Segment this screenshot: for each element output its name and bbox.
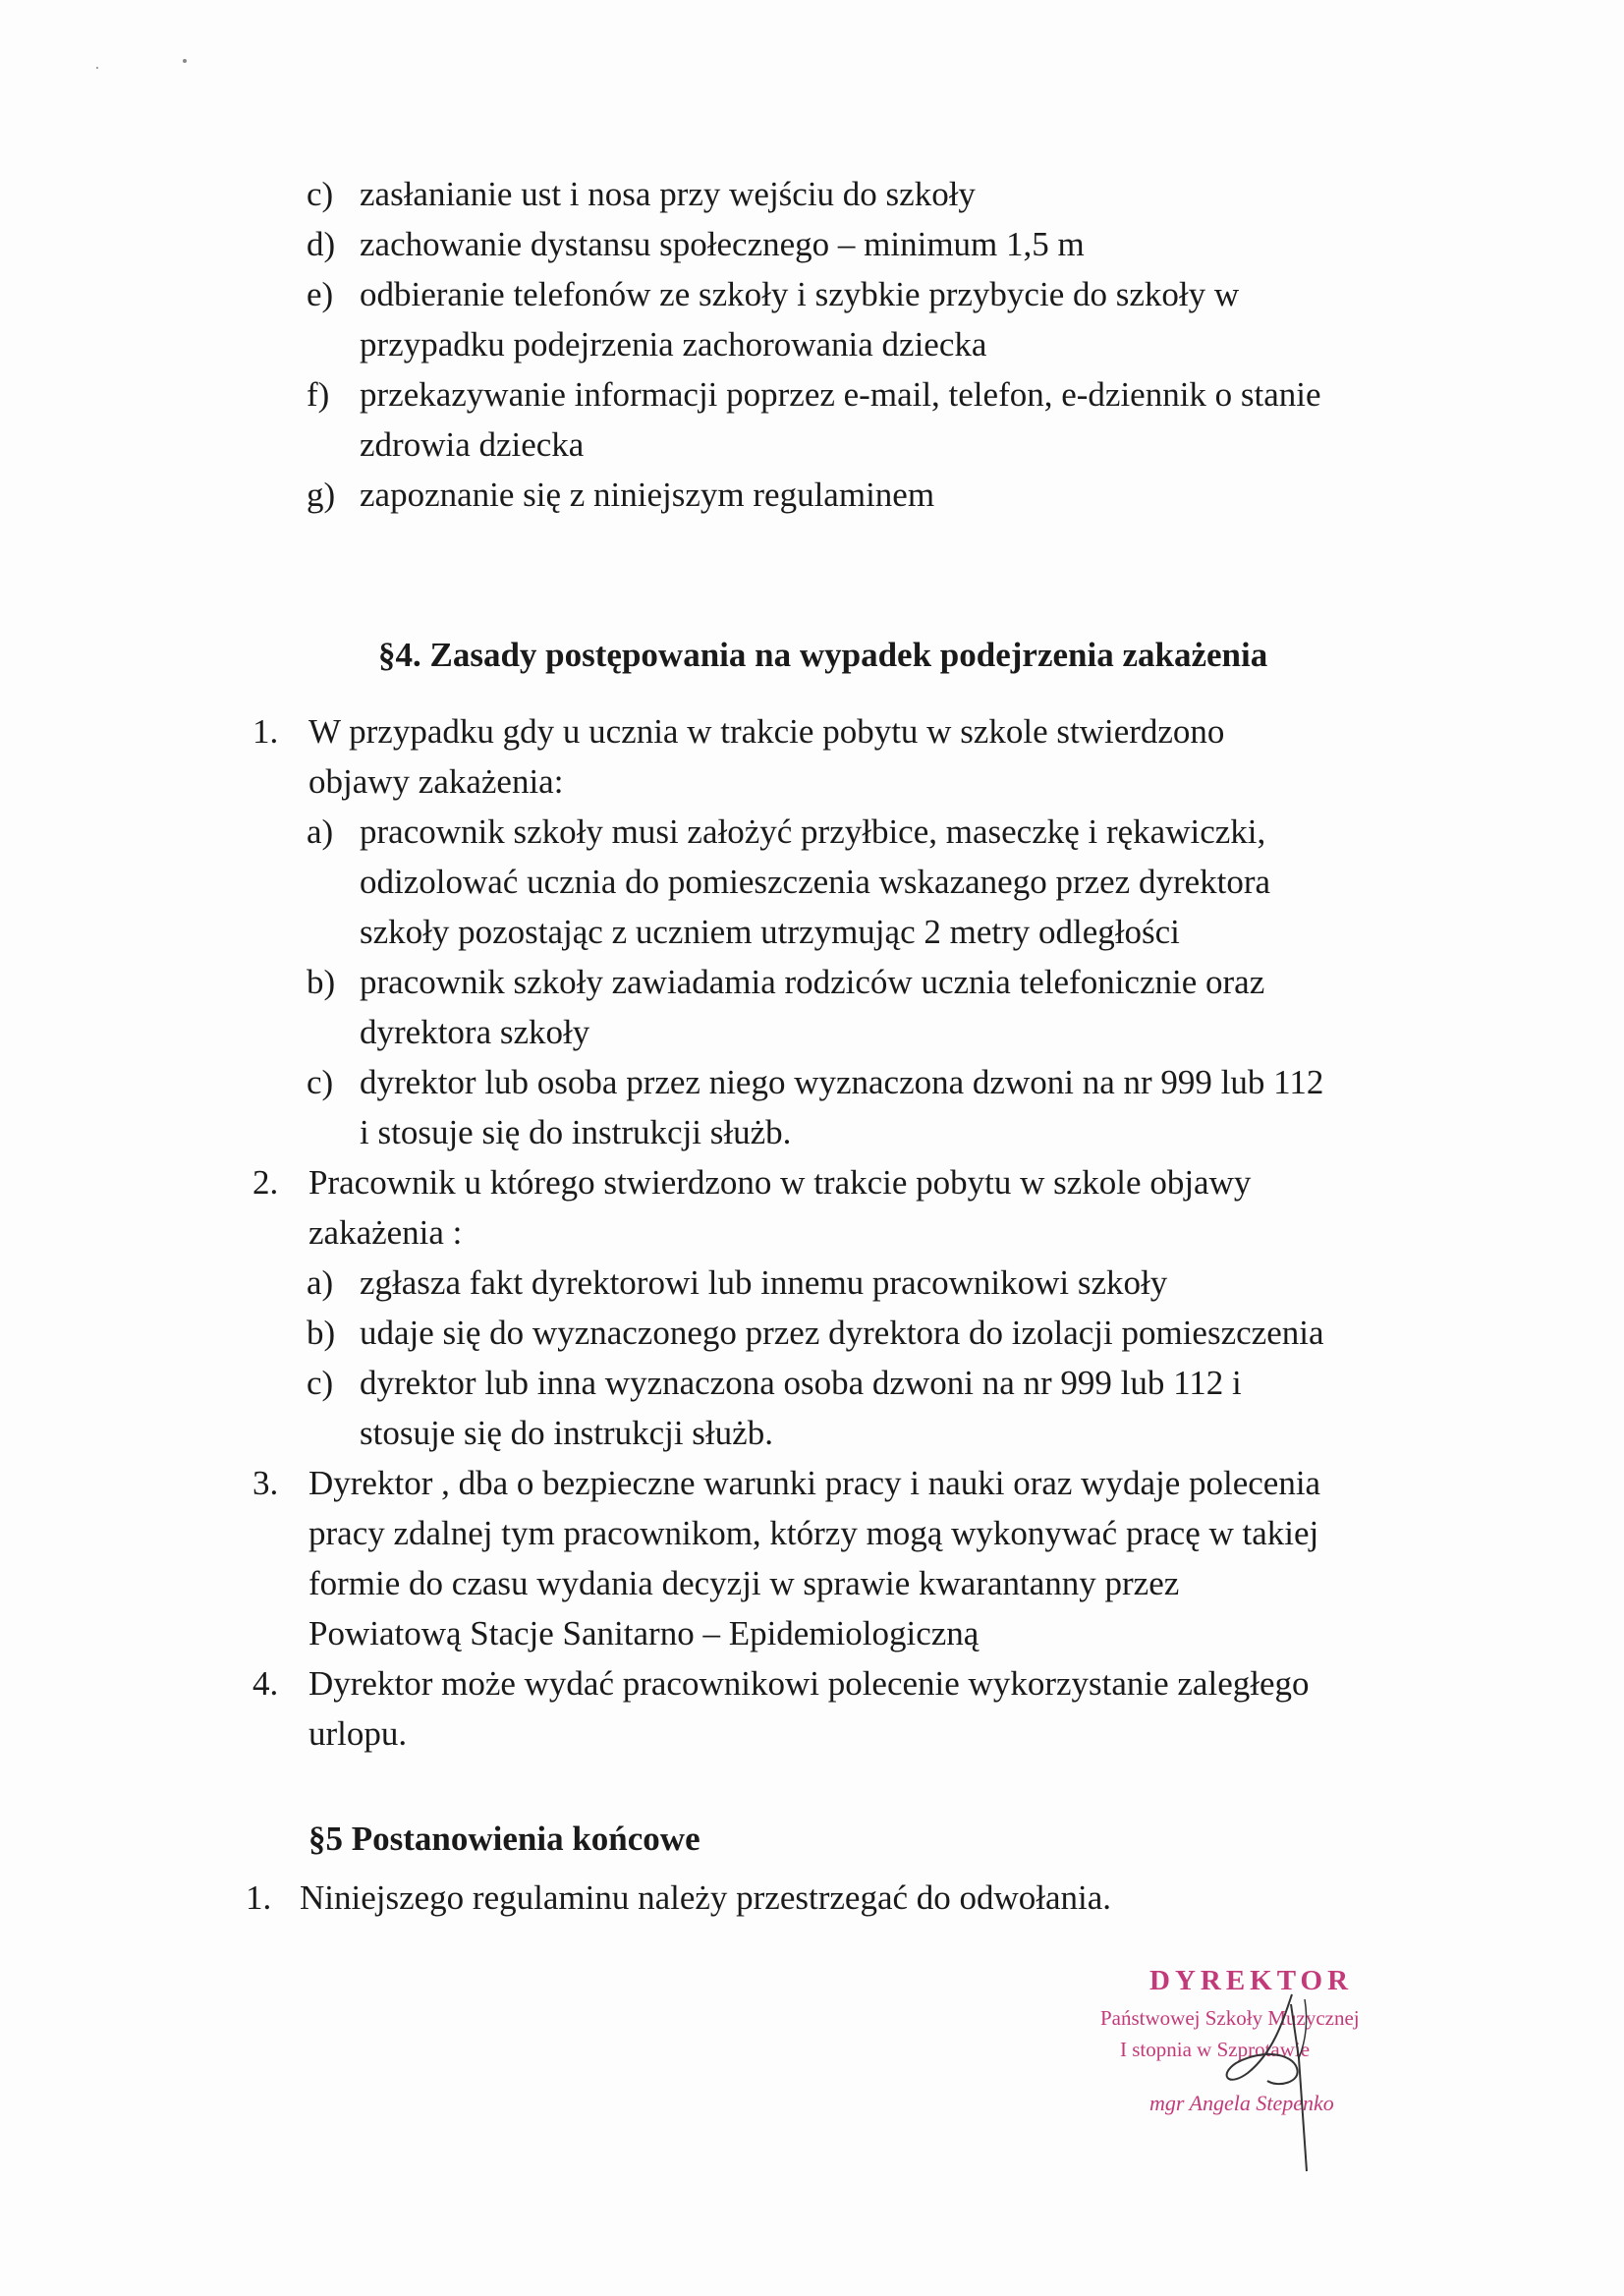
list-marker: g) — [307, 476, 336, 514]
scan-speck — [183, 59, 187, 63]
list-item-text: urlopu. — [308, 1714, 408, 1753]
list-item-text: Dyrektor może wydać pracownikowi polecenie wykorzystanie zaległego — [308, 1664, 1310, 1703]
list-item-text: przypadku podejrzenia zachorowania dziecka — [360, 325, 987, 364]
list-item-text: formie do czasu wydania decyzji w sprawie kwarantanny przez — [308, 1564, 1180, 1602]
list-marker: c) — [307, 175, 334, 213]
list-item-text: Dyrektor , dba o bezpieczne warunki pracy i nauki oraz wydaje polecenia — [308, 1464, 1321, 1502]
list-item-text: pracy zdalnej tym pracownikom, którzy mogą wykonywać pracę w takiej — [308, 1514, 1319, 1552]
list-item-text: dyrektor lub osoba przez niego wyznaczona dzwoni na nr 999 lub 112 — [360, 1063, 1324, 1101]
list-item-text: objawy zakażenia: — [308, 762, 564, 801]
list-item-text: udaje się do wyznaczonego przez dyrektora do izolacji pomieszczenia — [360, 1314, 1324, 1352]
list-item-text: odizolować ucznia do pomieszczenia wskazanego przez dyrektora — [360, 863, 1271, 901]
list-marker: 3. — [252, 1464, 279, 1502]
list-marker: c) — [307, 1364, 334, 1402]
list-marker: 4. — [252, 1664, 279, 1703]
list-item-text: Pracownik u którego stwierdzono w trakcie pobytu w szkole objawy — [308, 1163, 1252, 1202]
stamp-line: I stopnia w Szprotawie — [1120, 2038, 1311, 2061]
list-item-text: pracownik szkoły zawiadamia rodziców ucznia telefonicznie oraz — [360, 963, 1265, 1001]
list-marker: 1. — [246, 1878, 272, 1917]
list-item-text: Niniejszego regulaminu należy przestrzegać do odwołania. — [300, 1878, 1112, 1917]
stamp-line: Państwowej Szkoły Muzycznej — [1100, 2006, 1360, 2030]
list-item-text: dyrektora szkoły — [360, 1013, 590, 1051]
signature-icon — [1081, 1965, 1454, 2181]
list-item-text: zasłanianie ust i nosa przy wejściu do szkoły — [360, 175, 976, 213]
list-item-text: szkoły pozostając z uczniem utrzymując 2 metry odległości — [360, 913, 1180, 951]
section-heading: §5 Postanowienia końcowe — [308, 1820, 700, 1858]
list-item-text: W przypadku gdy u ucznia w trakcie pobytu w szkole stwierdzono — [308, 712, 1225, 751]
section-heading: §4. Zasady postępowania na wypadek podejrzenia zakażenia — [378, 636, 1268, 674]
list-item-text: przekazywanie informacji poprzez e-mail, telefon, e-dziennik o stanie — [360, 375, 1321, 414]
list-item-text: zakażenia : — [308, 1213, 463, 1252]
list-marker: e) — [307, 275, 334, 313]
list-marker: d) — [307, 225, 336, 263]
list-item-text: pracownik szkoły musi założyć przyłbice, maseczkę i rękawiczki, — [360, 812, 1266, 851]
scan-speck — [96, 67, 98, 69]
list-item-text: zdrowia dziecka — [360, 425, 585, 464]
stamp-title: DYREKTOR — [1149, 1965, 1354, 1996]
list-item-text: zgłasza fakt dyrektorowi lub innemu pracownikowi szkoły — [360, 1263, 1168, 1302]
official-stamp — [1081, 1965, 1454, 2181]
list-item-text: i stosuje się do instrukcji służb. — [360, 1113, 792, 1151]
stamp-name: mgr Angela Stepenko — [1149, 2091, 1334, 2115]
list-marker: 1. — [252, 712, 279, 751]
list-item-text: zachowanie dystansu społecznego – minimum 1,5 m — [360, 225, 1085, 263]
list-marker: 2. — [252, 1163, 279, 1202]
list-item-text: Powiatową Stacje Sanitarno – Epidemiologiczną — [308, 1614, 980, 1652]
list-item-text: stosuje się do instrukcji służb. — [360, 1414, 773, 1452]
list-item-text: zapoznanie się z niniejszym regulaminem — [360, 476, 935, 514]
list-marker: f) — [307, 375, 330, 414]
list-marker: a) — [307, 1263, 334, 1302]
list-marker: b) — [307, 963, 336, 1001]
list-marker: c) — [307, 1063, 334, 1101]
list-marker: b) — [307, 1314, 336, 1352]
list-marker: a) — [307, 812, 334, 851]
list-item-text: odbieranie telefonów ze szkoły i szybkie przybycie do szkoły w — [360, 275, 1240, 313]
list-item-text: dyrektor lub inna wyznaczona osoba dzwoni na nr 999 lub 112 i — [360, 1364, 1242, 1402]
